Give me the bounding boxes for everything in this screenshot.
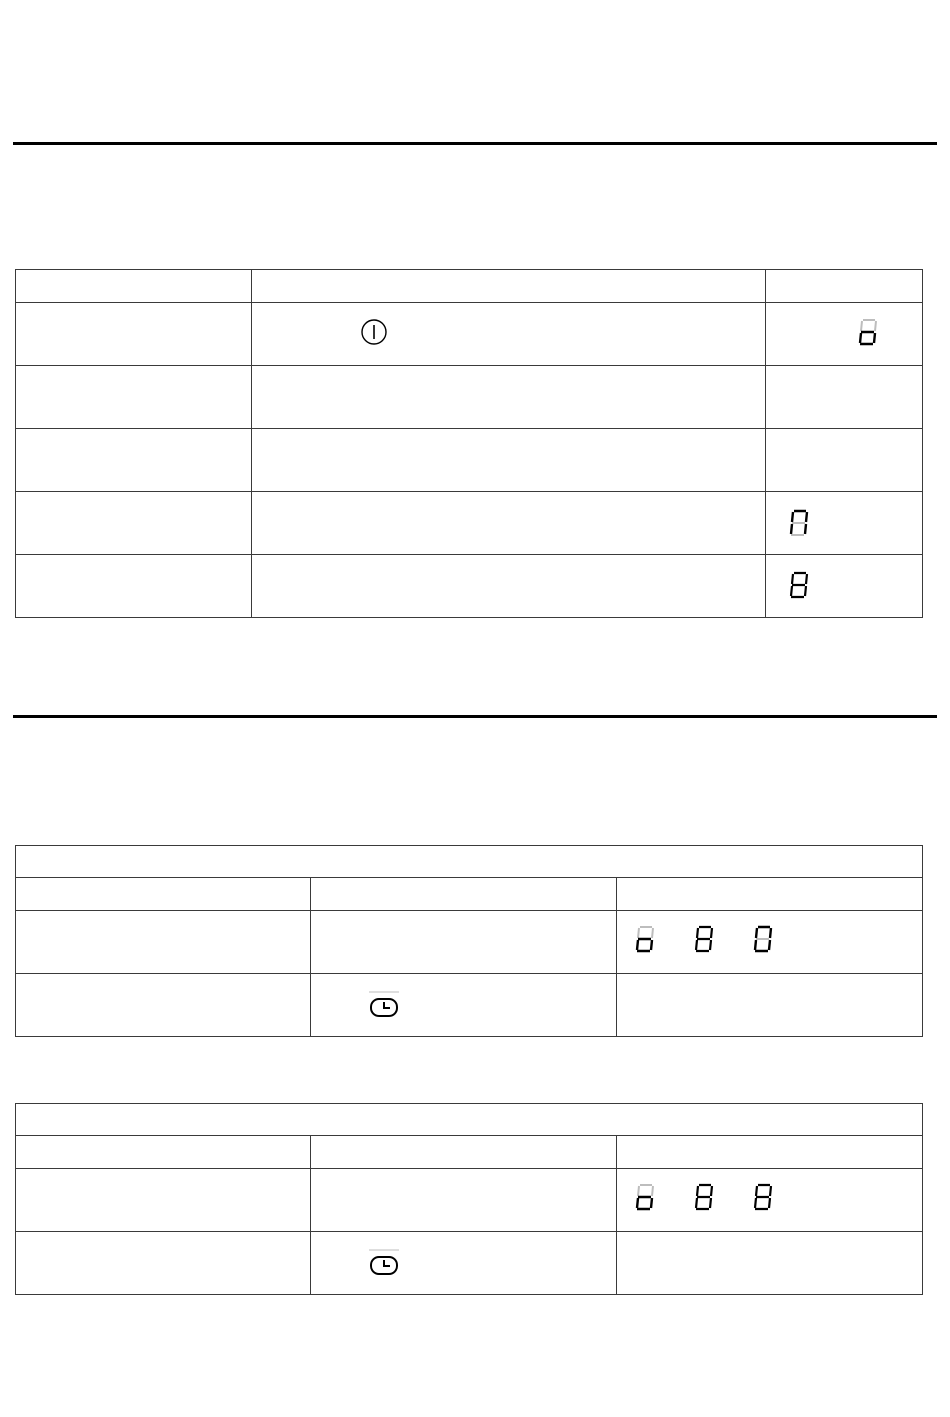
table-cell [617, 911, 923, 974]
table-cell [16, 1104, 923, 1136]
table-cell [617, 974, 923, 1037]
table-cell [766, 429, 923, 492]
table-row [16, 270, 923, 303]
seven-segment-display-icon [788, 571, 810, 599]
table-cell [16, 366, 252, 429]
table-cell [252, 492, 766, 555]
table-cell [252, 270, 766, 303]
timer-key-icon [365, 990, 403, 1020]
table-cell [252, 366, 766, 429]
table-row [16, 429, 923, 492]
table-cell [16, 303, 252, 366]
table-cell [766, 492, 923, 555]
timer-table-1 [15, 845, 923, 1037]
table-row [16, 911, 923, 974]
table-cell [311, 1136, 617, 1169]
table-cell [311, 911, 617, 974]
table-row [16, 878, 923, 911]
seven-segment-display-icon [634, 1183, 656, 1211]
seven-segment-display-icon [752, 925, 774, 953]
table-cell [617, 878, 923, 911]
power-table [15, 269, 923, 618]
table-cell [252, 429, 766, 492]
table-cell [16, 911, 311, 974]
table-row [16, 1136, 923, 1169]
table-cell [16, 492, 252, 555]
table-cell [16, 878, 311, 911]
power-icon [359, 317, 389, 347]
table-row [16, 303, 923, 366]
section-divider-2 [13, 715, 937, 718]
timer-key-icon [365, 1248, 403, 1278]
table-cell [311, 974, 617, 1037]
seven-segment-display-icon [693, 925, 715, 953]
table-cell [766, 555, 923, 618]
table-cell [252, 555, 766, 618]
table-cell [252, 303, 766, 366]
table-cell [766, 303, 923, 366]
table-row [16, 1232, 923, 1295]
seven-segment-display-icon [857, 318, 879, 346]
table-row [16, 1169, 923, 1232]
table-cell [311, 1169, 617, 1232]
seven-segment-display-icon [693, 1183, 715, 1211]
table-row [16, 555, 923, 618]
section-divider-1 [13, 142, 937, 145]
table-cell [617, 1232, 923, 1295]
table-cell [617, 1169, 923, 1232]
table-cell [311, 878, 617, 911]
table-cell [311, 1232, 617, 1295]
table-row [16, 492, 923, 555]
seven-segment-display-icon [788, 509, 810, 537]
table-cell [16, 1169, 311, 1232]
table-row [16, 1104, 923, 1136]
table-cell [16, 555, 252, 618]
table-cell [617, 1136, 923, 1169]
table-cell [16, 1136, 311, 1169]
seven-segment-display-icon [634, 925, 656, 953]
table-cell [766, 366, 923, 429]
table-row [16, 974, 923, 1037]
table-row [16, 846, 923, 878]
table-row [16, 366, 923, 429]
table-cell [16, 270, 252, 303]
table-cell [16, 846, 923, 878]
table-cell [16, 974, 311, 1037]
table-cell [16, 429, 252, 492]
timer-table-2 [15, 1103, 923, 1295]
table-cell [16, 1232, 311, 1295]
table-cell [766, 270, 923, 303]
seven-segment-display-icon [752, 1183, 774, 1211]
